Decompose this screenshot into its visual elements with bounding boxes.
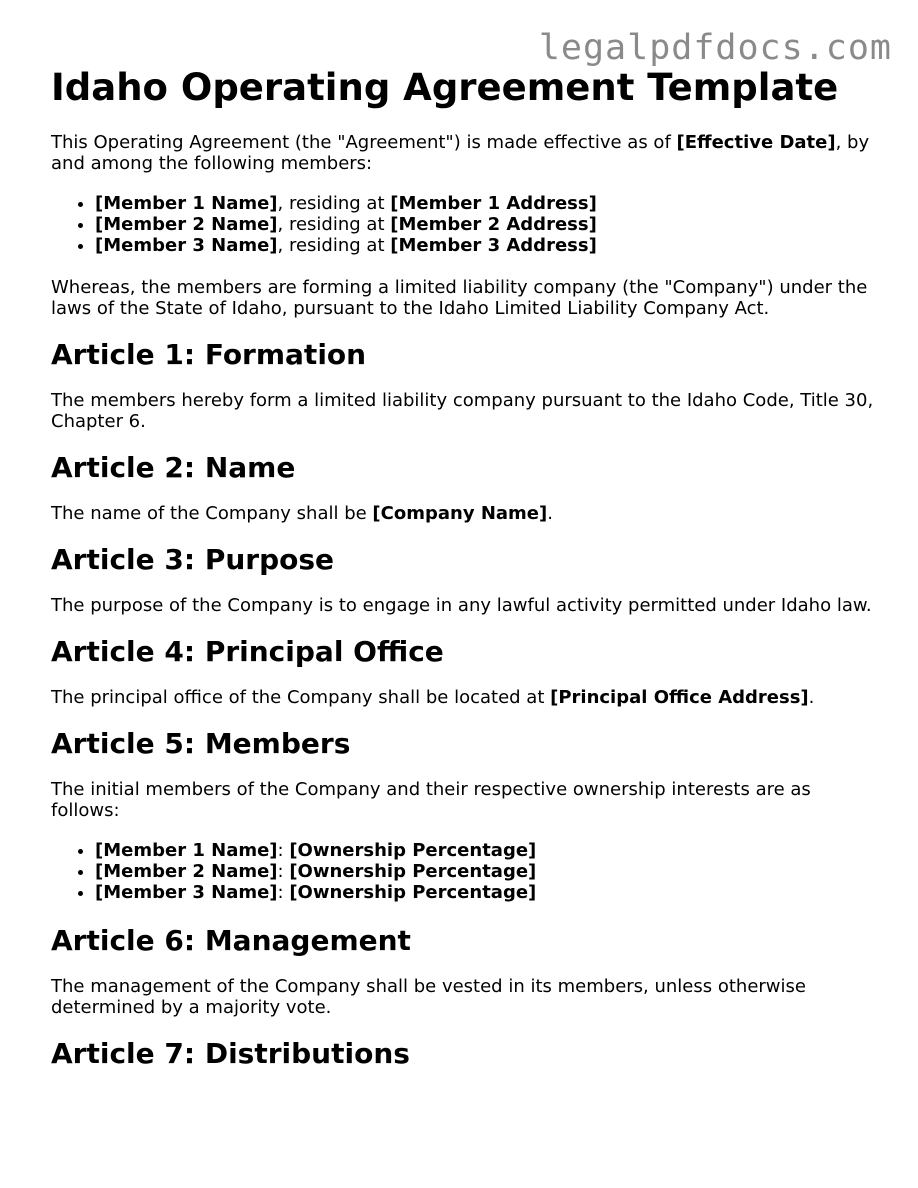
- document-body: [51, 60, 881, 1089]
- member-name: [Member 3 Name]: [95, 235, 278, 256]
- company-name-placeholder: [Company Name]: [372, 503, 548, 524]
- article-5-body: The initial members of the Company and their respective ownership interests are as follows:: [51, 779, 811, 821]
- article-2-body: [51, 503, 881, 524]
- members-list: [51, 193, 881, 256]
- article-1-body: The members hereby form a limited liability company pursuant to the Idaho Code, Title 30, Chapter 6.: [51, 390, 874, 432]
- list-separator: , residing at: [277, 193, 391, 214]
- member-address: [Member 2 Address]: [390, 214, 597, 235]
- article-6-body: The management of the Company shall be vested in its members, unless otherwise determined by a majority vote.: [51, 976, 806, 1018]
- article-7-heading: Article 7: Distributions: [51, 1037, 410, 1070]
- article-5-heading: Article 5: Members: [51, 727, 351, 760]
- article-4-text-end: .: [808, 687, 815, 708]
- article-4-text: The principal office of the Company shall be located at: [51, 687, 551, 708]
- member-name: [Member 2 Name]: [95, 861, 278, 882]
- list-item: [95, 193, 881, 214]
- ownership-percentage: [Ownership Percentage]: [289, 861, 537, 882]
- list-separator: :: [277, 840, 290, 861]
- page-title: Idaho Operating Agreement Template: [51, 66, 839, 109]
- article-1-heading: Article 1: Formation: [51, 338, 367, 371]
- list-separator: , residing at: [277, 235, 391, 256]
- member-name: [Member 1 Name]: [95, 193, 278, 214]
- effective-date-placeholder: [Effective Date]: [676, 132, 836, 153]
- list-separator: :: [277, 861, 290, 882]
- watermark: legalpdfdocs.com: [538, 28, 892, 68]
- intro-text: This Operating Agreement (the "Agreement") is made effective as of: [51, 132, 677, 153]
- article-4-body: [51, 687, 881, 708]
- member-name: [Member 2 Name]: [95, 214, 278, 235]
- ownership-percentage: [Ownership Percentage]: [289, 840, 537, 861]
- member-name: [Member 1 Name]: [95, 840, 278, 861]
- member-address: [Member 3 Address]: [390, 235, 597, 256]
- article-2-text-end: .: [547, 503, 553, 524]
- whereas-paragraph: Whereas, the members are forming a limited liability company (the "Company") under the laws of the State of Idaho, pursuant to the Idaho Limited Liability Company Act.: [51, 277, 868, 319]
- list-separator: , residing at: [277, 214, 391, 235]
- list-item: [95, 882, 881, 903]
- ownership-percentage: [Ownership Percentage]: [289, 882, 537, 903]
- list-item: [95, 214, 881, 235]
- article-2-text: The name of the Company shall be: [51, 503, 373, 524]
- member-address: [Member 1 Address]: [390, 193, 597, 214]
- article-4-heading: Article 4: Principal Office: [51, 635, 444, 668]
- article-3-body: The purpose of the Company is to engage in any lawful activity permitted under Idaho law.: [51, 595, 872, 616]
- article-6-heading: Article 6: Management: [51, 924, 411, 957]
- article-3-heading: Article 3: Purpose: [51, 543, 335, 576]
- member-name: [Member 3 Name]: [95, 882, 278, 903]
- list-item: [95, 861, 881, 882]
- principal-office-placeholder: [Principal Office Address]: [550, 687, 809, 708]
- list-separator: :: [277, 882, 290, 903]
- article-2-heading: Article 2: Name: [51, 451, 296, 484]
- list-item: [95, 840, 881, 861]
- intro-paragraph: [51, 132, 881, 174]
- list-item: [95, 235, 881, 256]
- intro-text-end: , by and among the following members:: [51, 132, 870, 174]
- ownership-list: [51, 840, 881, 903]
